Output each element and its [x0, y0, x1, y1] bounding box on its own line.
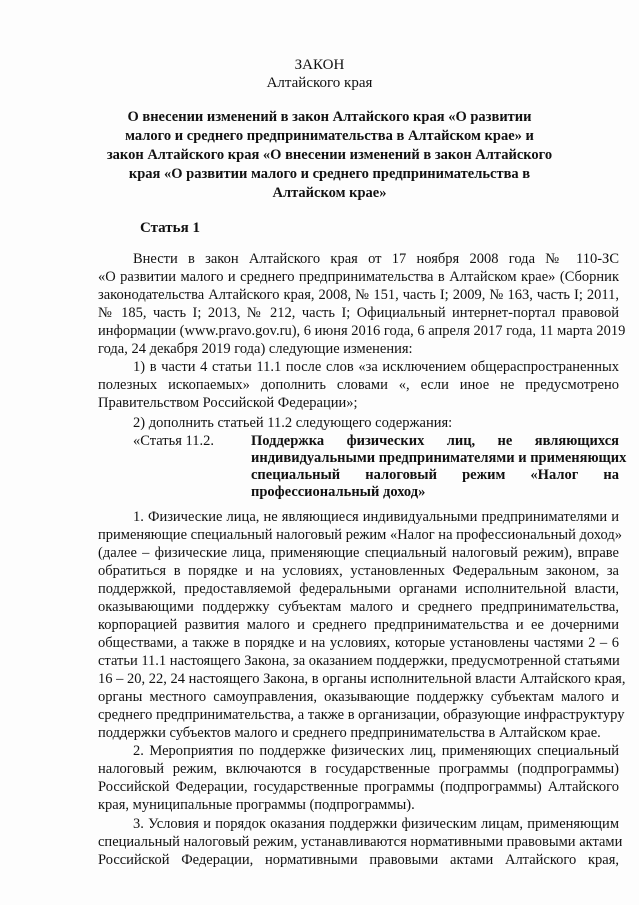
- text-line: поддержкой, предоставляемой федеральными органами исполнительной власти,: [98, 581, 619, 597]
- text-line: «О развитии малого и среднего предпринимательства в Алтайском крае» (Сборник: [98, 269, 619, 285]
- text-line: налоговый режим, включаются в государственные программы (подпрограммы): [98, 761, 619, 777]
- text-line: № 185, часть I; 2013, № 212, часть I; Официальный интернет-портал правовой: [98, 305, 619, 321]
- part-1-paragraph: [98, 508, 626, 742]
- text-line: профессиональный доход»: [251, 484, 426, 500]
- text-line: 1) в части 4 статьи 11.1 после слов «за исключением общераспространенных: [133, 359, 619, 375]
- text-line: информации (www.pravo.gov.ru), 6 июня 2016 года, 6 апреля 2017 года, 11 марта 2019: [98, 323, 626, 339]
- text-line: 3. Условия и порядок оказания поддержки физическим лицам, применяющим: [133, 816, 619, 832]
- document-region: Алтайского края: [266, 75, 373, 91]
- text-line: края, муниципальные программы (подпрограммы).: [98, 797, 415, 813]
- text-line: оказывающими поддержку субъектам малого и среднего предпринимательства,: [98, 599, 619, 615]
- text-line: статьи 11.1 настоящего Закона, за оказанием поддержки, предусмотренной статьями: [98, 653, 620, 669]
- text-line: законодательства Алтайского края, 2008, № 151, часть I; 2009, № 163, часть I; 2011,: [98, 287, 619, 303]
- title-line: малого и среднего предпринимательства в Алтайском крае» и: [125, 128, 534, 144]
- part-2-paragraph: [98, 742, 619, 814]
- title-line: О внесении изменений в закон Алтайского края «О развитии: [127, 109, 532, 125]
- amendment-item-1: [98, 358, 619, 412]
- text-line: Правительством Российской Федерации»;: [98, 395, 358, 411]
- article-heading: Статья 1: [140, 220, 200, 236]
- document-type: ЗАКОН: [294, 57, 345, 73]
- text-line: обществами, а также в порядке и на условиях, которые установлены частями 2 – 6: [98, 635, 619, 651]
- text-line: (далее – физические лица, применяющие специальный налоговый режим), вправе: [98, 545, 619, 561]
- text-line: Российской Федерации, нормативными правовыми актами Алтайского края,: [98, 852, 619, 868]
- text-line: 2) дополнить статьей 11.2 следующего содержания:: [133, 415, 453, 431]
- part-3-paragraph: [98, 815, 623, 869]
- text-line: обратиться в порядке и на условиях, установленных Федеральным законом, за: [98, 563, 619, 579]
- text-line: специальный налоговый режим «Налог на: [251, 467, 619, 483]
- text-line: Российской Федерации, государственные программы (подпрограммы) Алтайского: [98, 779, 619, 795]
- amendment-item-2: [98, 414, 619, 432]
- text-line: Поддержка физических лиц, не являющихся: [251, 433, 619, 449]
- text-line: индивидуальными предпринимателями и применяющих: [251, 450, 627, 466]
- text-line: органы местного самоуправления, оказывающие поддержку субъектам малого и: [98, 689, 619, 705]
- new-article-title: [251, 433, 627, 501]
- text-line: Внести в закон Алтайского края от 17 ноября 2008 года № 110-ЗС: [133, 251, 619, 267]
- text-line: полезных ископаемых» дополнить словами «, если иное не предусмотрено: [98, 377, 619, 393]
- text-line: применяющие специальный налоговый режим «Налог на профессиональный доход»: [98, 527, 622, 543]
- title-line: закон Алтайского края «О внесении изменений в закон Алтайского: [106, 147, 553, 163]
- new-article-number: «Статья 11.2.: [133, 433, 215, 449]
- text-line: среднего предпринимательства, а также в организации, образующие инфраструктуру: [98, 707, 625, 723]
- document-title: [100, 108, 559, 203]
- text-line: 2. Мероприятия по поддержке физических лиц, применяющих специальный: [133, 743, 619, 759]
- text-line: корпорацией развития малого и среднего предпринимательства и ее дочерними: [98, 617, 619, 633]
- text-line: 16 – 20, 22, 24 настоящего Закона, в органы исполнительной власти Алтайского края,: [98, 671, 626, 687]
- text-line: года, 24 декабря 2019 года) следующие изменения:: [98, 341, 413, 357]
- title-line: края «О развитии малого и среднего предпринимательства в: [128, 166, 531, 182]
- intro-paragraph: [98, 250, 626, 358]
- text-line: поддержки субъектов малого и среднего предпринимательства в Алтайском крае.: [98, 725, 601, 741]
- text-line: 1. Физические лица, не являющиеся индивидуальными предпринимателями и: [133, 509, 619, 525]
- title-line: Алтайском крае»: [272, 185, 387, 201]
- text-line: специальный налоговый режим, устанавливаются нормативными правовыми актами: [98, 834, 623, 850]
